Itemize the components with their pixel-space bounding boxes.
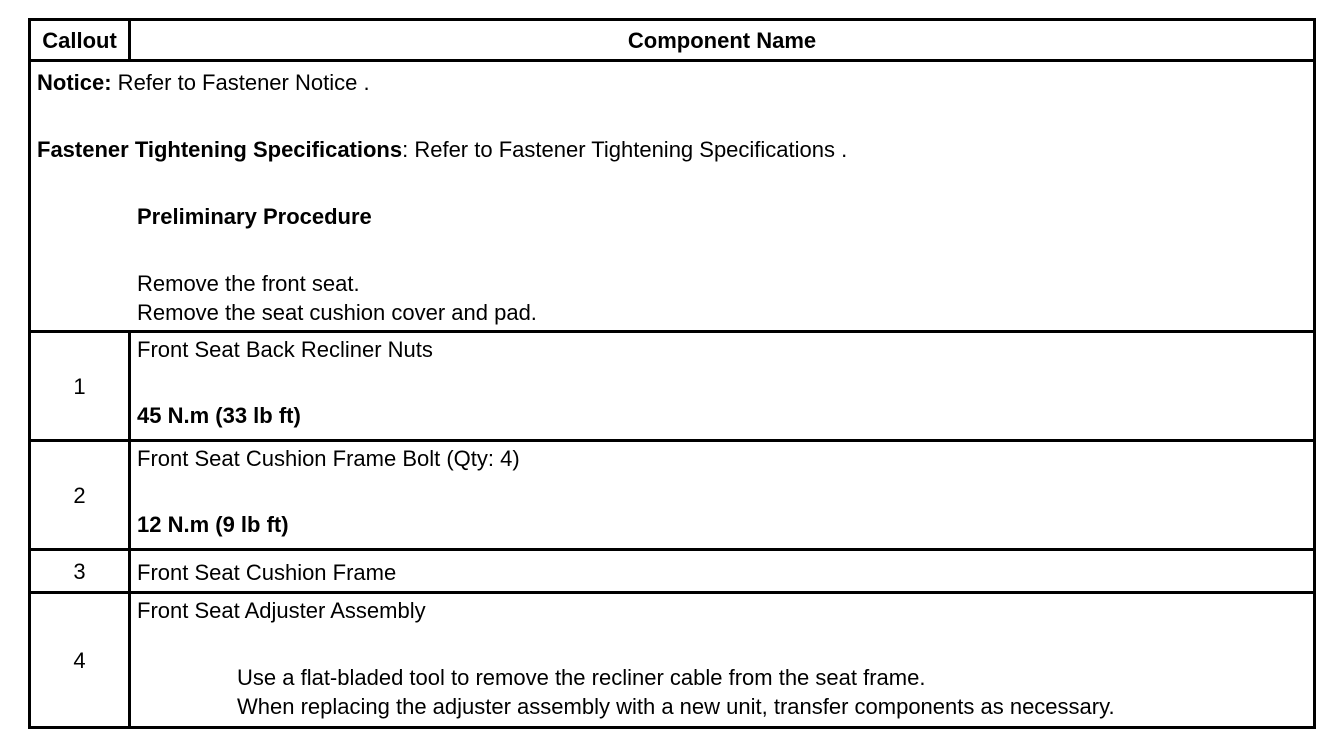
component-cell	[130, 441, 1315, 550]
table-row	[30, 332, 1315, 441]
spec-line	[37, 135, 1313, 164]
procedure-step: When replacing the adjuster assembly with a new unit, transfer components as necessary.	[237, 694, 1115, 719]
table-row	[30, 550, 1315, 593]
preliminary-step: Remove the seat cushion cover and pad.	[137, 300, 537, 325]
component-cell	[130, 332, 1315, 441]
callout-number: 1	[30, 332, 130, 441]
torque-spec: 12 N.m (9 lb ft)	[137, 512, 289, 537]
callout-number: 3	[30, 550, 130, 593]
notice-text: Refer to Fastener Notice .	[111, 70, 370, 95]
callout-header: Callout	[30, 20, 130, 61]
notice-line	[37, 68, 1313, 97]
torque-spec: 45 N.m (33 lb ft)	[137, 403, 301, 428]
callout-number: 2	[30, 441, 130, 550]
table-row	[30, 593, 1315, 728]
component-table	[28, 18, 1316, 729]
notice-label: Notice:	[37, 70, 112, 95]
component-cell	[130, 550, 1315, 593]
component-name: Front Seat Cushion Frame	[137, 560, 397, 585]
component-name: Front Seat Cushion Frame Bolt (Qty: 4)	[137, 446, 520, 471]
spec-label: Fastener Tightening Specifications	[37, 137, 403, 162]
table-row	[30, 441, 1315, 550]
component-name: Front Seat Adjuster Assembly	[137, 598, 426, 623]
preliminary-step: Remove the front seat.	[137, 271, 360, 296]
notice-cell	[30, 61, 1315, 332]
notice-row	[30, 61, 1315, 332]
spec-text: : Refer to Fastener Tightening Specifications .	[402, 137, 848, 162]
procedure-step: Use a flat-bladed tool to remove the recliner cable from the seat frame.	[237, 665, 926, 690]
component-cell	[130, 593, 1315, 728]
component-name: Front Seat Back Recliner Nuts	[137, 337, 433, 362]
preliminary-procedure-title: Preliminary Procedure	[137, 204, 372, 229]
callout-number: 4	[30, 593, 130, 728]
table-header-row	[30, 20, 1315, 61]
component-name-header: Component Name	[130, 20, 1315, 61]
